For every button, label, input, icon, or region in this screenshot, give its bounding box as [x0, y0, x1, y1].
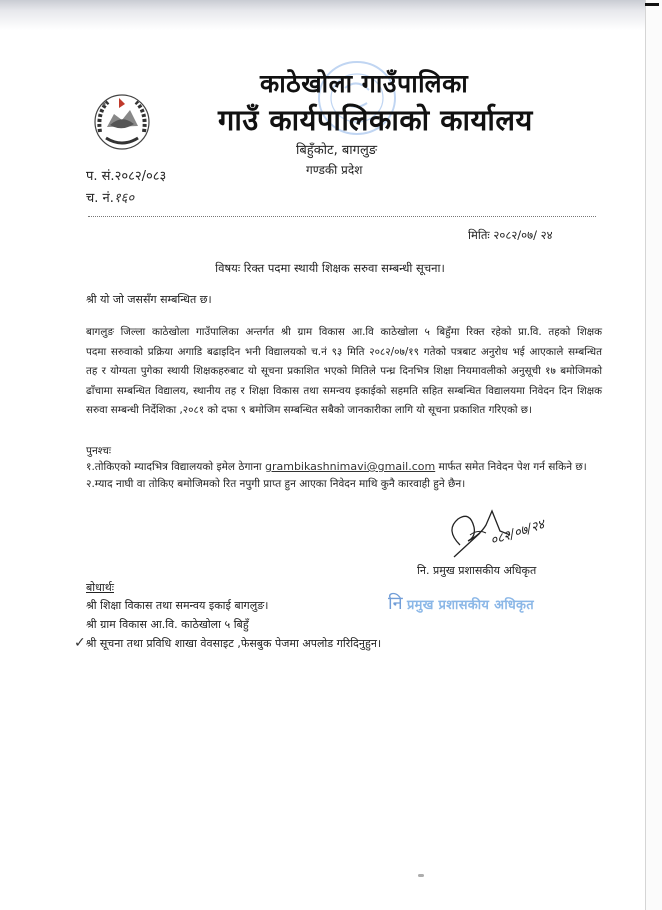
signatory-stamp-text: प्रमुख प्रशासकीय अधिकृत [406, 598, 534, 613]
dispatch-number-label: च. नं. [86, 191, 114, 206]
check-mark-icon: ✓ [74, 635, 86, 651]
page-right-edge [645, 0, 662, 910]
signatory-stamp-prefix: नि [388, 593, 403, 614]
postscript-item-1 [86, 460, 587, 474]
header-divider [88, 216, 596, 217]
body-line: सरुवा सम्बन्धी निर्देशिका ,२०८१ को दफा ९ बमोजिम सम्बन्धित सबैको जानकारीका लागि यो सूचना प्रकाशित गरिएको छ। [86, 404, 532, 416]
postscript-item-1-prefix: १.तोकिएको म्यादभित्र विद्यालयको इमेल ठेगाना [86, 461, 262, 473]
cc-item [74, 635, 381, 651]
subject-line [0, 261, 662, 276]
signatory-stamp [388, 591, 534, 615]
date-value: २०८२/०७/ २४ [493, 228, 553, 242]
letter-number [86, 166, 166, 184]
body-line: ढाँचामा सम्बन्धित विद्यालय, स्थानीय तह र शिक्षा विकास तथा समन्वय इकाईको सहमति सहित सम्बन्धित विद्यालयमा निवेदन दिन शिक्षक [86, 384, 602, 397]
postscript-item-2: २.म्याद नाघी वा तोकिए बमोजिमको रित नपुगी प्राप्त हुन आएका निवेदन माथि कुनै कारवाही हुने छैन। [86, 478, 466, 490]
salutation: श्री यो जो जससँग सम्बन्धित छ। [86, 293, 212, 306]
postscript-item-1-suffix: मार्फत समेत निवेदन पेश गर्न सकिने छ। [438, 461, 587, 473]
cc-item-text: श्री सूचना तथा प्रविधि शाखा वेवसाइट ,फेसबुक पेजमा अपलोड गरिदिनुहुन। [85, 637, 382, 650]
municipality-name: काठेखोला गाउँपालिका [260, 69, 469, 98]
date-label: मितिः [468, 228, 490, 242]
postscript-label: पुनश्चः [86, 445, 112, 457]
office-address: बिहुँकोट, बागलुङ [296, 143, 378, 158]
scan-top-shadow [0, 0, 645, 30]
body-line: पदमा सरुवाको प्रक्रिया अगाडि बढाइदिन भनी विद्यालयको च.नं ९३ मिति २०८२/०७/१९ गतेको पत्रबाट अनुरोध भई आएकाले सम्बन्धित [86, 345, 602, 358]
cc-label: बोधार्थः [86, 581, 114, 594]
office-province: गण्डकी प्रदेश [306, 163, 363, 177]
scan-speck [418, 874, 424, 877]
subject-text: विषयः रिक्त पदमा स्थायी शिक्षक सरुवा सम्बन्धी सूचना। [215, 261, 445, 275]
letter-date [468, 228, 553, 243]
body-line: बागलुङ जिल्ला काठेखोला गाउँपालिका अन्तर्गत श्री ग्राम विकास आ.वि काठेखोला ५ बिहुँमा रिक्त रहेको प्रा.वि. तहको शिक्षक [86, 326, 602, 338]
cc-item: श्री शिक्षा विकास तथा समन्वय इकाई बागलुङ। [86, 599, 269, 612]
scan-corner-mark [645, 3, 659, 6]
dispatch-number [86, 188, 134, 206]
cc-item: श्री ग्राम विकास आ.वि. काठेखोला ५ बिहुँ [86, 618, 249, 631]
body-line: तह र योग्यता पुगेका स्थायी शिक्षकहरुबाट यो सूचना प्रकाशित भएको मितिले पन्ध्र दिनभित्र शिक्षा नियमावलीको अनुसूची १७ बमोजिमको [86, 365, 602, 377]
office-name: गाउँ कार्यपालिकाको कार्यालय [218, 103, 533, 137]
notice-body [86, 323, 602, 421]
signature-date: ०८२/०७/२४ [488, 517, 547, 549]
nepal-emblem-icon [92, 92, 152, 152]
dispatch-number-value: १६० [113, 191, 135, 206]
school-email-link[interactable]: grambikashnimavi@gmail.com [264, 460, 436, 473]
letter-number-label: प. सं. [86, 169, 115, 184]
signatory-title: नि. प्रमुख प्रशासकीय अधिकृत [417, 564, 537, 577]
letter-number-value: २०८२/०८३ [114, 169, 167, 184]
